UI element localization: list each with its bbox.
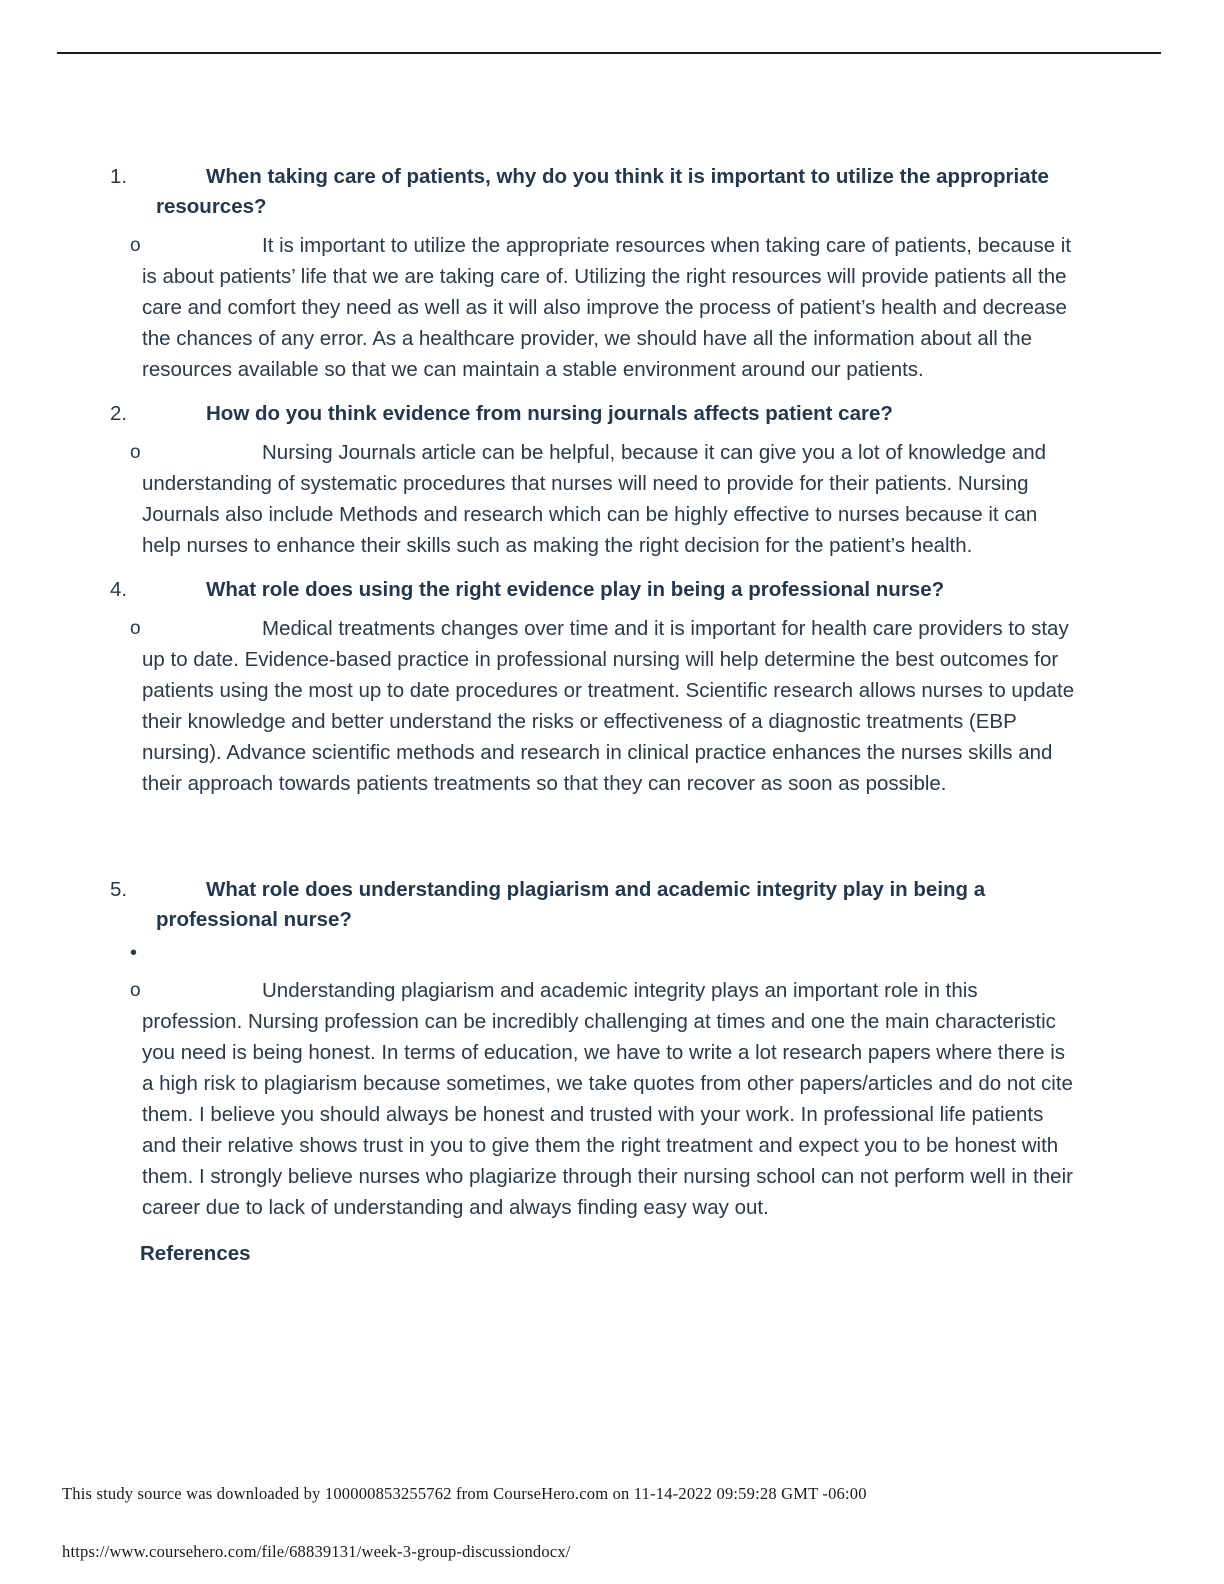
answer-row-5 — [110, 975, 1080, 1223]
answer-text-2: Nursing Journals article can be helpful, because it can give you a lot of knowledge and understanding of systematic procedures that nurses will need to provide for their patients. Nursing Journals also include Methods and research which can be highly effective to nurses because it can help nurses to enhance their skills such as making the right decision for the patient’s health. — [142, 441, 1047, 557]
qa-block-5 — [110, 875, 1080, 1223]
qa-block-1 — [110, 162, 1080, 385]
answer-marker-5: o — [130, 980, 141, 1001]
answer-marker-2: o — [130, 442, 141, 463]
question-text-4: What role does using the right evidence play in being a professional nurse? — [206, 578, 945, 601]
question-number-5: 5. — [110, 878, 128, 901]
answer-marker-4: o — [130, 618, 141, 639]
answer-row-1 — [110, 230, 1080, 385]
empty-bullet-row — [110, 939, 1080, 967]
source-url[interactable]: https://www.coursehero.com/file/68839131/week-3-group-discussiondocx/ — [62, 1542, 571, 1561]
question-number-1: 1. — [110, 165, 128, 188]
question-row-4 — [110, 575, 1080, 605]
question-text-2: How do you think evidence from nursing journals affects patient care? — [206, 402, 893, 425]
qa-block-4 — [110, 575, 1080, 799]
bullet-icon: • — [130, 942, 138, 964]
qa-block-2 — [110, 399, 1080, 561]
question-number-2: 2. — [110, 402, 128, 425]
download-note: This study source was downloaded by 100000853255762 from CourseHero.com on 11-14-2022 09:59:28 GMT -06:00 — [62, 1484, 867, 1503]
question-row-5 — [110, 875, 1080, 935]
document-body — [110, 162, 1080, 1269]
header-rule — [57, 52, 1161, 54]
question-number-4: 4. — [110, 578, 128, 601]
question-text-5: What role does understanding plagiarism and academic integrity play in being a professional nurse? — [156, 878, 986, 931]
answer-text-5: Understanding plagiarism and academic integrity plays an important role in this profession. Nursing profession can be incredibly challenging at times and one the main characteristic you need is being honest. In terms of education, we have to write a lot research papers where there is a high risk to plagiarism because sometimes, we take quotes from other papers/articles and do not cite them. I believe you should always be honest and trusted with your work. In professional life patients and their relative shows trust in you to give them the right treatment and expect you to be honest with them. I strongly believe nurses who plagiarize through their nursing school can not perform well in their career due to lack of understanding and always finding easy way out. — [142, 979, 1073, 1219]
answer-row-2 — [110, 437, 1080, 561]
answer-text-1: It is important to utilize the appropriate resources when taking care of patients, because it is about patients’ life that we are taking care of. Utilizing the right resources will provide patients all the care and comfort they need as well as it will also improve the process of patient’s health and decrease the chances of any error. As a healthcare provider, we should have all the information about all the resources available so that we can maintain a stable environment around our patients. — [142, 234, 1072, 381]
references-heading: References — [140, 1242, 251, 1265]
section-spacer — [110, 813, 1080, 875]
question-text-1: When taking care of patients, why do you think it is important to utilize the appropriate resources? — [156, 165, 1049, 218]
answer-row-4 — [110, 613, 1080, 799]
question-row-2 — [110, 399, 1080, 429]
answer-marker-1: o — [130, 235, 141, 256]
answer-text-4: Medical treatments changes over time and it is important for health care providers to stay up to date. Evidence-based practice in professional nursing will help determine the best outcomes for patients using the most up to date procedures or treatment. Scientific research allows nurses to update their knowledge and better understand the risks or effectiveness of a diagnostic treatments (EBP nursing). Advance scientific methods and research in clinical practice enhances the nurses skills and their approach towards patients treatments so that they can recover as soon as possible. — [142, 617, 1075, 795]
question-row-1 — [110, 162, 1080, 222]
